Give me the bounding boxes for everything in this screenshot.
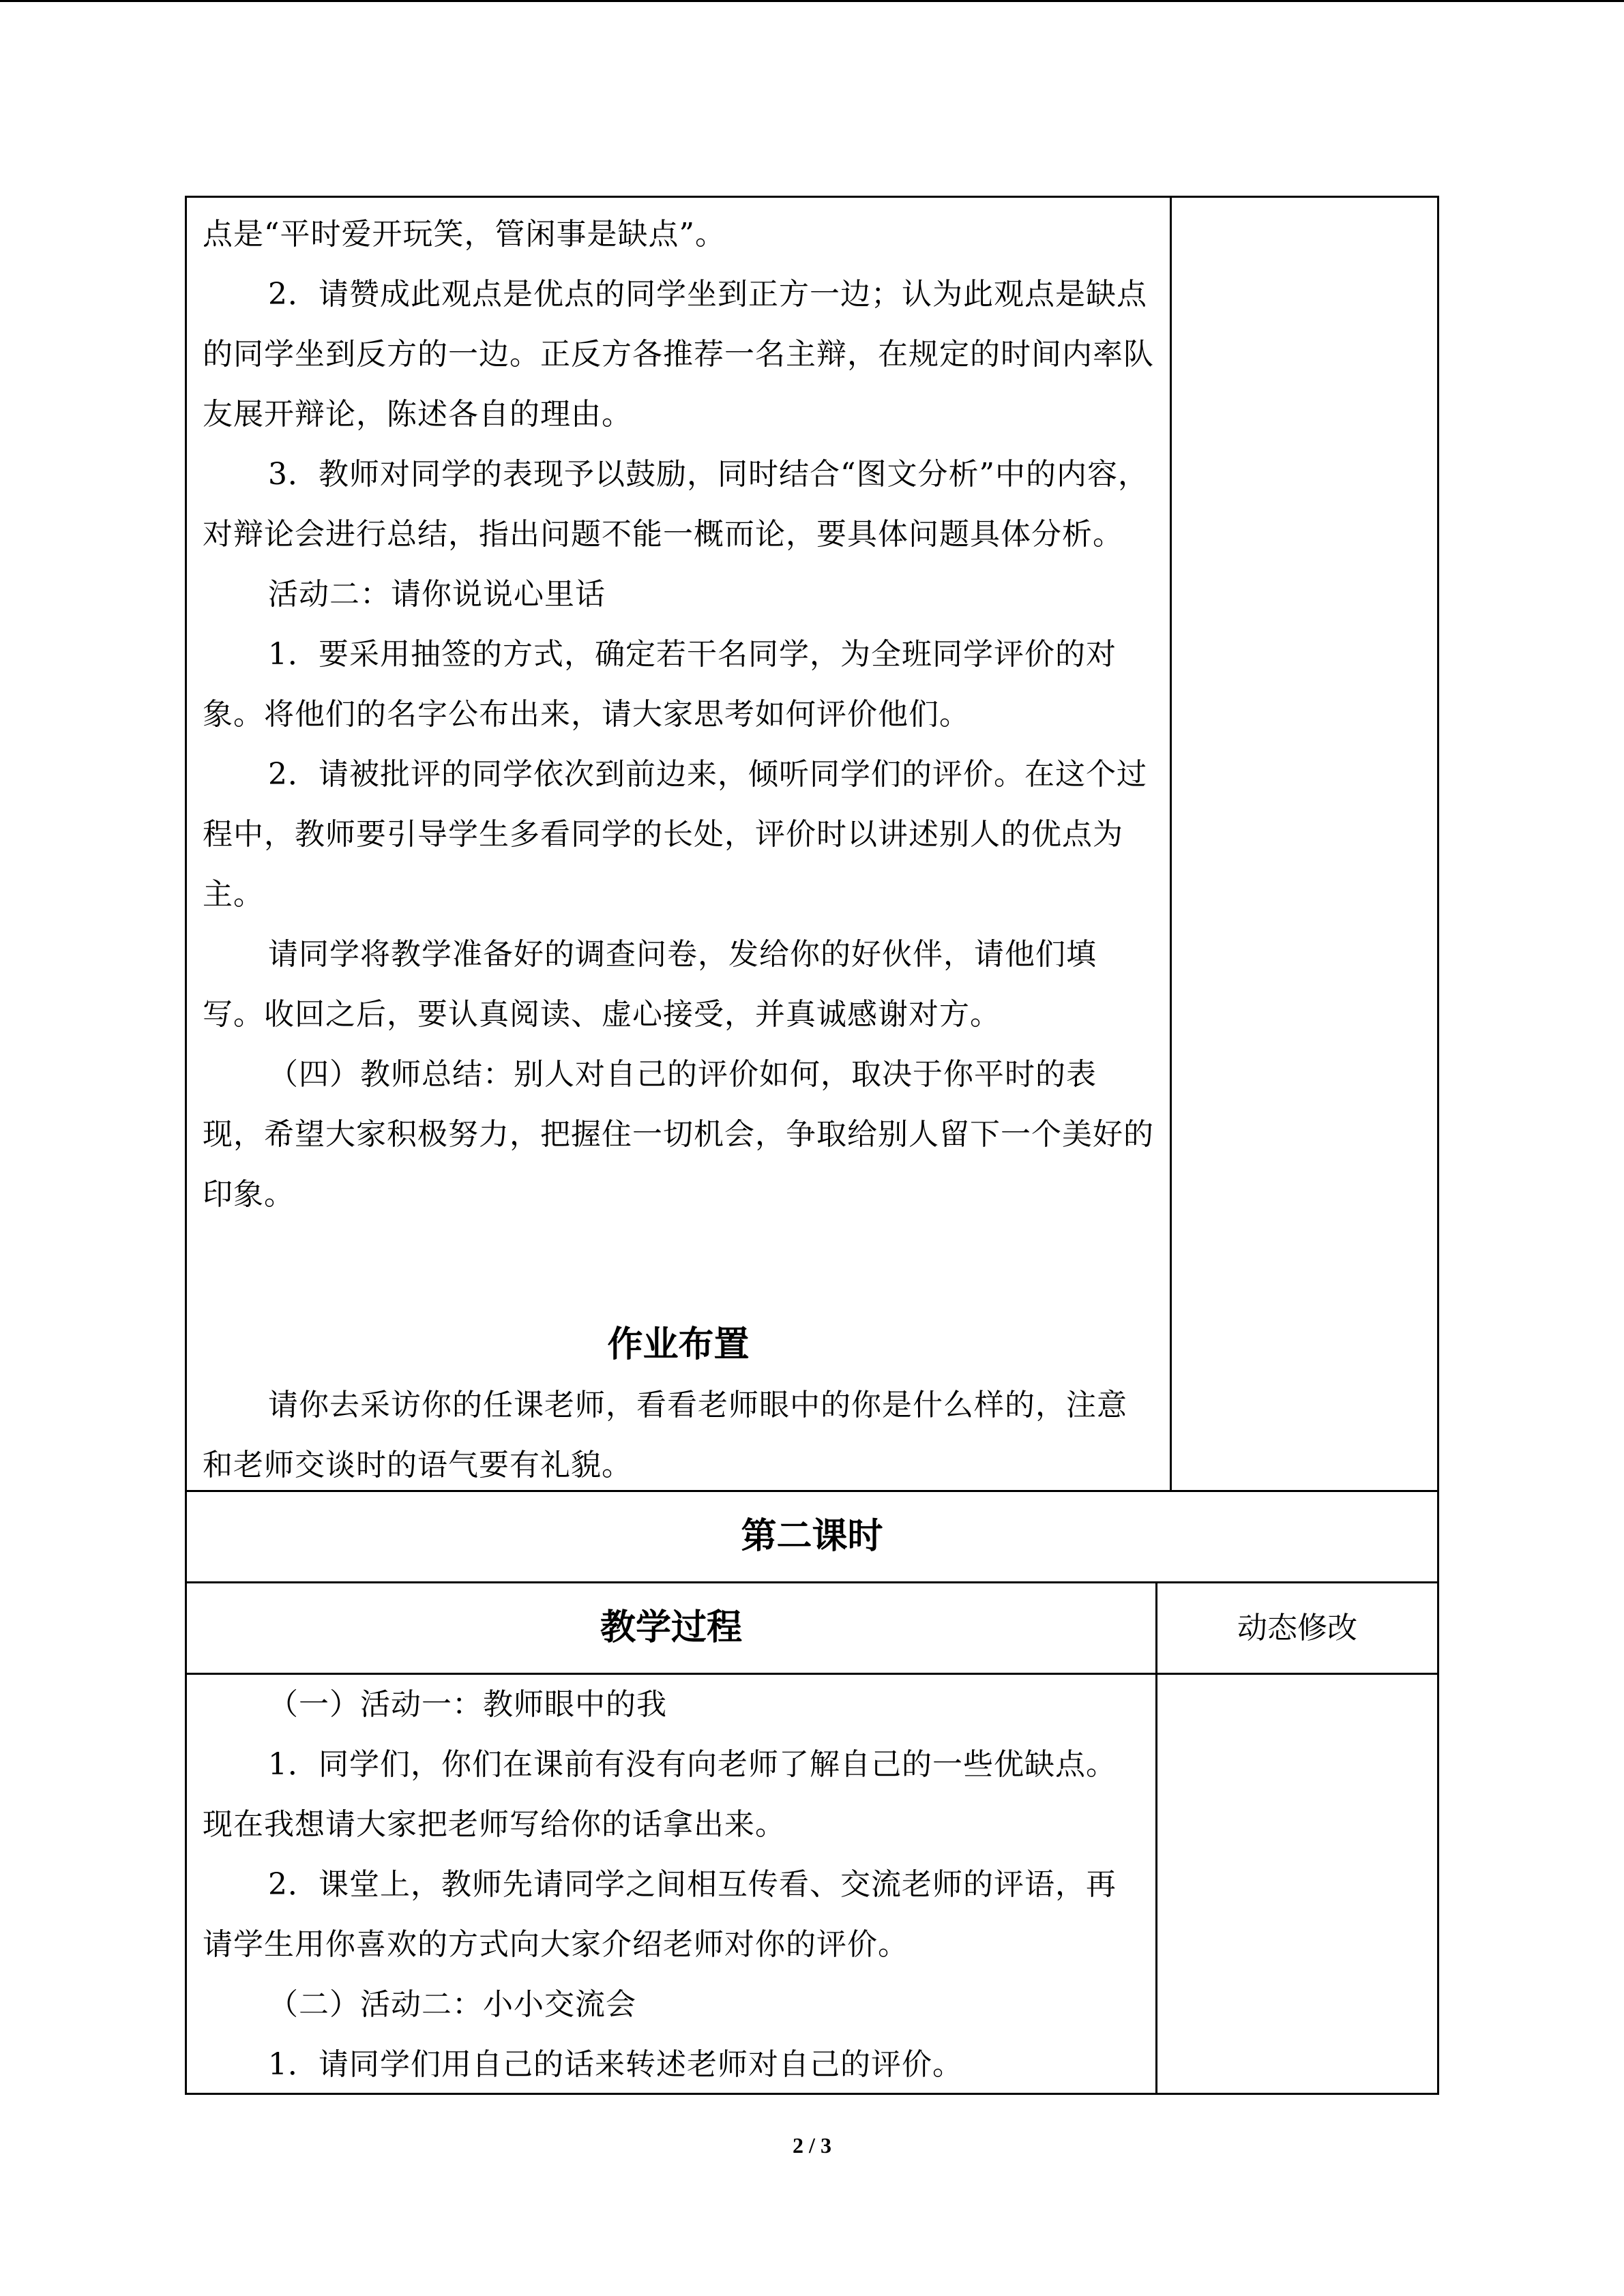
paragraph: 2．请被批评的同学依次到前边来，倾听同学们的评价。在这个过程中，教师要引导学生多看同学的长处，评价时以讲述别人的优点为主。 [203,757,1147,912]
paragraph: 1．同学们，你们在课前有没有向老师了解自己的一些优缺点。现在我想请大家把老师写给你的话拿出来。 [203,1747,1117,1842]
lesson-heading: 第二课时 [741,1516,883,1557]
page-number: 2 / 3 [793,2133,831,2158]
paragraph: 点是“平时爱开玩笑，管闲事是缺点”。 [203,217,726,252]
paragraph: 2．课堂上，教师先请同学之间相互传看、交流老师的评语，再请学生用你喜欢的方式向大家介绍老师对你的评价。 [203,1867,1117,1962]
page-top-rule [0,0,1624,2]
dynamic-revision-heading: 动态修改 [1237,1611,1357,1645]
lower-content-cell [203,1675,1144,2095]
upper-content-cell [203,205,1157,1225]
paragraph: 3．教师对同学的表现予以鼓励，同时结合“图文分析”中的内容，对辩论会进行总结，指出问题不能一概而论，要具体问题具体分析。 [203,457,1149,552]
paragraph: （四）教师总结：别人对自己的评价如何，取决于你平时的表现，希望大家积极努力，把握住一切机会，争取给别人留下一个美好的印象。 [203,1057,1154,1212]
homework-content [203,1375,1157,1495]
homework-heading: 作业布置 [607,1324,750,1365]
activity-title: 活动二：请你说说心里话 [268,577,606,612]
paragraph: 请同学将教学准备好的调查问卷，发给你的好伙伴，请他们填写。收回之后，要认真阅读、虚心接受，并真诚感谢对方。 [203,937,1097,1032]
homework-text: 请你去采访你的任课老师，看看老师眼中的你是什么样的，注意和老师交谈时的语气要有礼貌。 [203,1388,1127,1482]
paragraph: 2．请赞成此观点是优点的同学坐到正方一边；认为此观点是缺点的同学坐到反方的一边。正反方各推荐一名主辩，在规定的时间内率队友展开辩论，陈述各自的理由。 [203,277,1154,432]
lesson-plan-table [185,196,1439,2095]
paragraph: 1．要采用抽签的方式，确定若干名同学，为全班同学评价的对象。将他们的名字公布出来，请大家思考如何评价他们。 [203,637,1117,732]
process-heading: 教学过程 [600,1607,742,1648]
activity-title: （一）活动一：教师眼中的我 [268,1687,667,1722]
paragraph: 1．请同学们用自己的话来转述老师对自己的评价。 [268,2047,963,2082]
activity-title: （二）活动二：小小交流会 [268,1987,636,2022]
upper-column-divider [1170,198,1172,1490]
